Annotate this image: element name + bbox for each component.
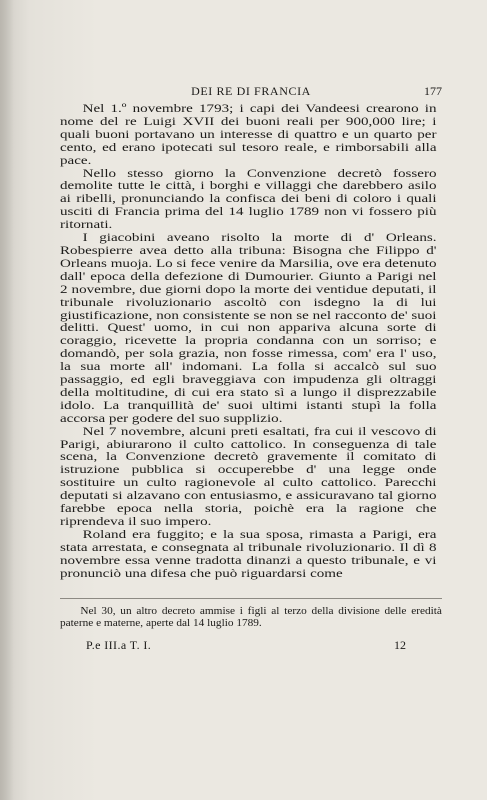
footnote-divider: [60, 598, 442, 599]
footnote: Nel 30, un altro decreto ammise i figli al terzo della divisione delle eredità paterne e materne, aperte dal 14 luglio 1789.: [60, 606, 442, 629]
paragraph-vandeesi: Nel 1.º novembre 1793; i capi dei Vandeesi crearono in nome del re Luigi XVII dei buoni reali per 900,000 lire; i quali buoni portavano un interesse di quattro e un quarto per cento, ed erano ipotecati sul tesoro reale, e rimborsabili alla pace.: [60, 101, 437, 167]
body-text: [60, 102, 437, 580]
paragraph-roland: Roland era fuggito; e la sua sposa, rimasta a Parigi, era stata arrestata, e consegnata al tribunale rivoluzionario. Il dì 8 novembre essa venne tradotta dinanzi a questo tribunale, e vi pronunciò una difesa che può riguardarsi come: [60, 526, 437, 580]
page-number: 177: [424, 84, 442, 98]
signature-number: 12: [394, 638, 406, 652]
paragraph-orleans: I giacobini aveano risolto la morte di d' Orleans. Robespierre avea detto alla tribuna: Bisogna che Filippo d' Orleans muoja. Lo si fece venire da Marsilia, ove era detenuto dall' epoca della defezione di Dumourier. Giunto a Parigi nel 2 novembre, due giorni dopo la morte dei ventidue deputati, il tribunale rivoluzionario ascoltò con isdegno la di lui giustificazione, non consistente se non se nel racconto de' suoi delitti. Quest' uomo, in cui non appariva alcuna sorte di coraggio, ricevette la propria condanna con un sorriso; e domandò, per sola grazia, non fosse rimessa, com' era l' uso, la sua morte all' indomani. La folla si accalcò sul suo passaggio, ed egli braveggiava con impudenza gli oltraggi della moltitudine, di cui era stato sì a lungo il disprezzabile idolo. La tranquillità de' suoi ultimi istanti stupì la folla accorsa per godere del suo supplizio.: [60, 230, 437, 425]
paragraph-preti: Nel 7 novembre, alcuni preti esaltati, fra cui il vescovo di Parigi, abiurarono il culto cattolico. In conseguenza di tale scena, la Convenzione decretò gravemente il comitato di istruzione pubblica si occuperebbe d' una legge onde sostituire un culto ragionevole al culto cattolico. Parecchi deputati si alzavano con entusiasmo, e assicuravano tal giorno farebbe epoca nella storia, poichè era la ragione che riprendeva il suo impero.: [60, 423, 437, 528]
gutter-shadow: [0, 0, 14, 800]
paragraph-convenzione: Nello stesso giorno la Convenzione decretò fossero demolite tutte le città, i borghi e villaggi che darebbero asilo ai ribelli, pronunciando la confisca dei beni di coloro i quali usciti di Francia prima del 14 luglio 1789 non vi fossero più ritornati.: [60, 165, 437, 232]
signature-mark: P.e III.a T. I.: [86, 638, 152, 652]
page-header: [60, 84, 442, 100]
running-title: DEI RE DI FRANCIA: [191, 84, 311, 98]
